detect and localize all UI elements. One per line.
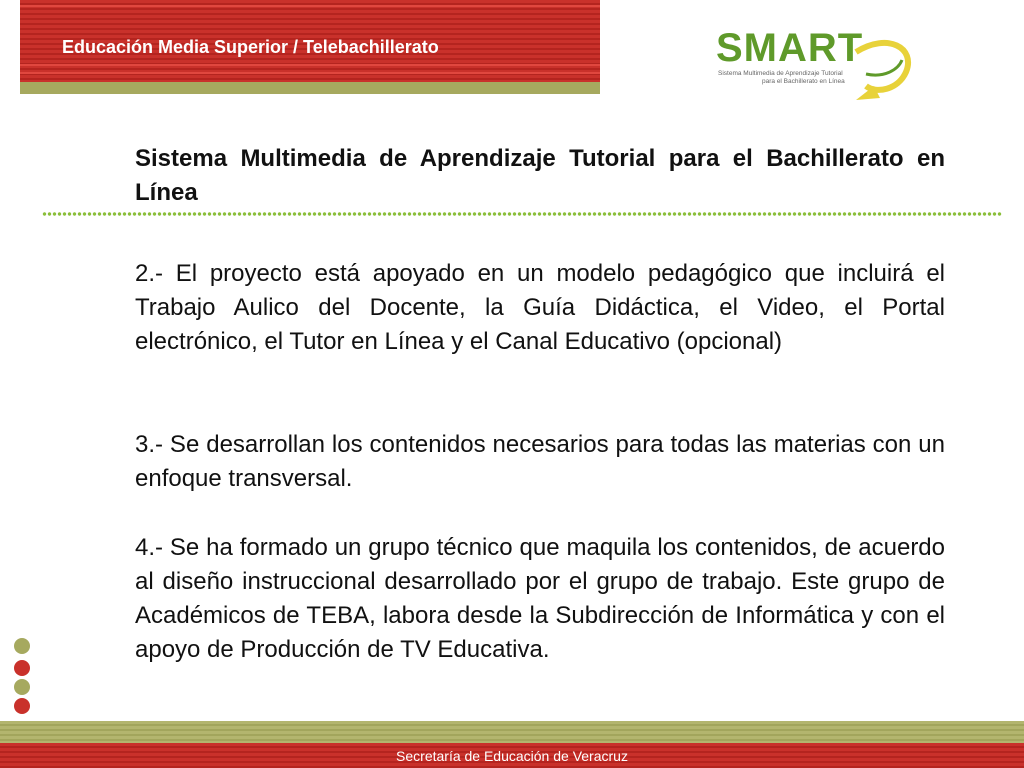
logo-swoosh-icon: [706, 20, 916, 110]
dotted-divider: [42, 212, 1002, 216]
header-olive-strip: [20, 82, 600, 94]
page-title: Sistema Multimedia de Aprendizaje Tutorial para el Bachillerato en Línea: [135, 145, 945, 206]
decor-bullet-red: [14, 660, 30, 676]
footer-olive-strip: [0, 721, 1024, 743]
decor-bullet-olive: [14, 638, 30, 654]
logo-wordmark: SMART: [716, 26, 864, 70]
paragraph-4: 4.- Se ha formado un grupo técnico que maquila los contenidos, de acuerdo al diseño instruccional desarrollado por el grupo de trabajo. Este grupo de Académicos de TEBA, labora desde la Subdirección de Informática y con el apoyo de Producción de TV Educativa.: [135, 534, 945, 663]
smart-logo: [706, 20, 916, 110]
header-stripe: [20, 5, 600, 7]
footer-text: Secretaría de Educación de Veracruz: [396, 748, 628, 764]
paragraph-2: 2.- El proyecto está apoyado en un modelo pedagógico que incluirá el Trabajo Aulico del Docente, la Guía Didáctica, el Video, el Portal electrónico, el Tutor en Línea y el Canal Educativo (opcional): [135, 260, 945, 355]
header-stripe: [20, 64, 600, 66]
logo-tagline-1: Sistema Multimedia de Aprendizaje Tutorial: [718, 70, 843, 77]
paragraph-3: 3.- Se desarrollan los contenidos necesarios para todas las materias con un enfoque transversal.: [135, 431, 945, 492]
decor-bullet-red: [14, 698, 30, 714]
decor-bullet-olive: [14, 679, 30, 695]
logo-tagline-2: para el Bachillerato en Línea: [762, 78, 845, 85]
header-stripe: [20, 72, 600, 74]
header-title: Educación Media Superior / Telebachillerato: [62, 37, 439, 57]
